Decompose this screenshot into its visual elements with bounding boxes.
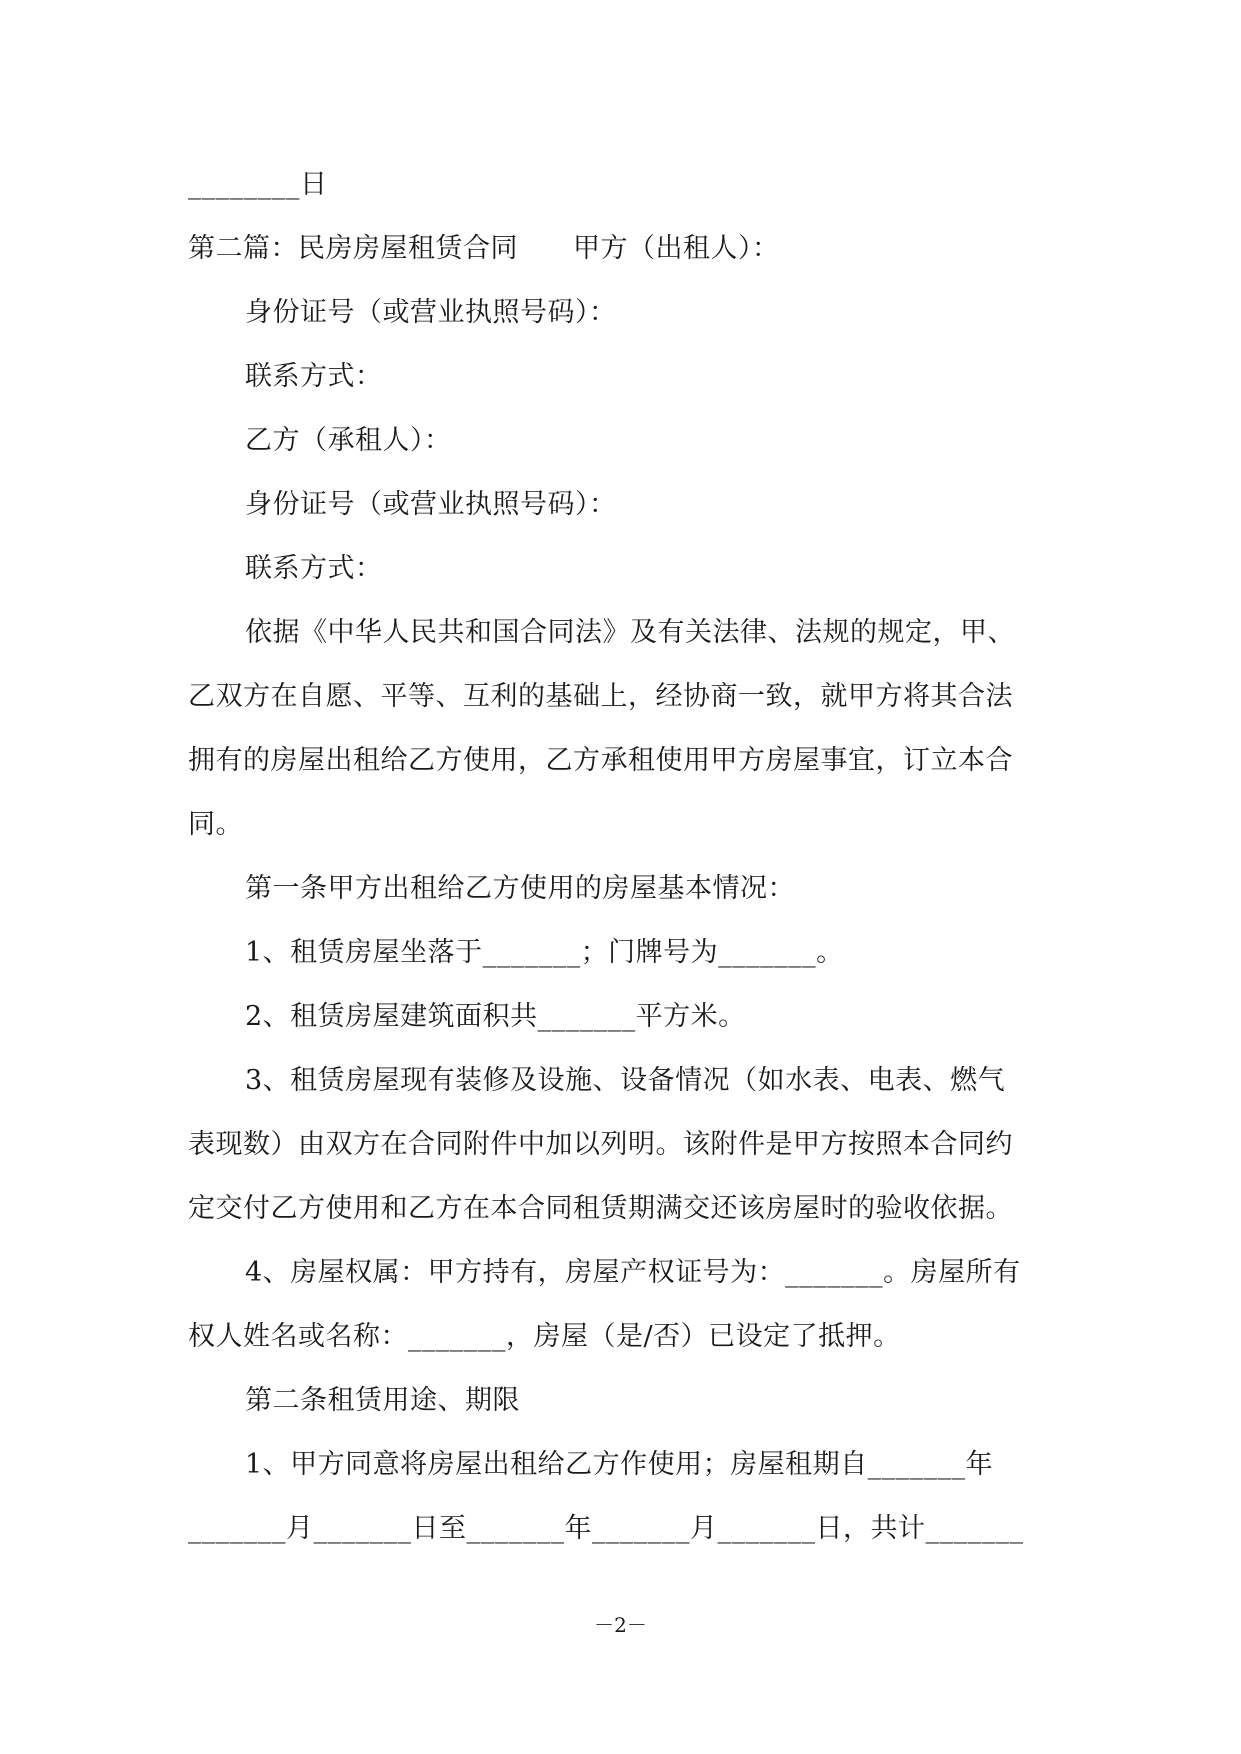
date-line: ________日	[188, 169, 328, 200]
article-1-item-3-line-3: 定交付乙方使用和乙方在本合同租赁期满交还该房屋时的验收依据。	[188, 1193, 1013, 1224]
article-2-item-1-line-1: 1、甲方同意将房屋出租给乙方作使用；房屋租期自_______年	[245, 1449, 994, 1480]
page-number: －2－	[594, 1613, 647, 1637]
chapter-title: 第二篇：民房房屋租赁合同 甲方（出租人）：	[188, 233, 780, 264]
article-1-item-3-line-2: 表现数）由双方在合同附件中加以列明。该附件是甲方按照本合同约	[188, 1129, 1013, 1160]
article-1-item-1: 1、租赁房屋坐落于_______；门牌号为_______。	[245, 937, 844, 968]
preamble-line-2: 乙双方在自愿、平等、互利的基础上，经协商一致，就甲方将其合法	[188, 681, 1013, 712]
party-a-contact-line: 联系方式：	[245, 361, 383, 392]
preamble-line-4: 同。	[188, 809, 243, 840]
article-1-item-4-line-1: 4、房屋权属：甲方持有，房屋产权证号为：_______。房屋所有	[245, 1257, 1021, 1288]
article-1-heading: 第一条甲方出租给乙方使用的房屋基本情况：	[245, 873, 795, 904]
party-b-contact-line: 联系方式：	[245, 553, 383, 584]
preamble-line-3: 拥有的房屋出租给乙方使用，乙方承租使用甲方房屋事宜，订立本合	[188, 745, 1013, 776]
article-2-item-1-line-2: _______月_______日至_______年_______月_______日，共计_______	[188, 1513, 1024, 1544]
article-2-heading: 第二条租赁用途、期限	[245, 1385, 520, 1416]
article-1-item-2: 2、租赁房屋建筑面积共_______平方米。	[245, 1001, 746, 1032]
party-a-id-line: 身份证号（或营业执照号码）：	[245, 297, 617, 328]
party-b-id-line: 身份证号（或营业执照号码）：	[245, 489, 617, 520]
article-1-item-3-line-1: 3、租赁房屋现有装修及设施、设备情况（如水表、电表、燃气	[245, 1065, 1006, 1096]
preamble-line-1: 依据《中华人民共和国合同法》及有关法律、法规的规定，甲、	[245, 617, 1015, 648]
party-b-line: 乙方（承租人）：	[245, 425, 452, 456]
article-1-item-4-line-2: 权人姓名或名称：_______，房屋（是/否）已设定了抵押。	[188, 1321, 901, 1352]
